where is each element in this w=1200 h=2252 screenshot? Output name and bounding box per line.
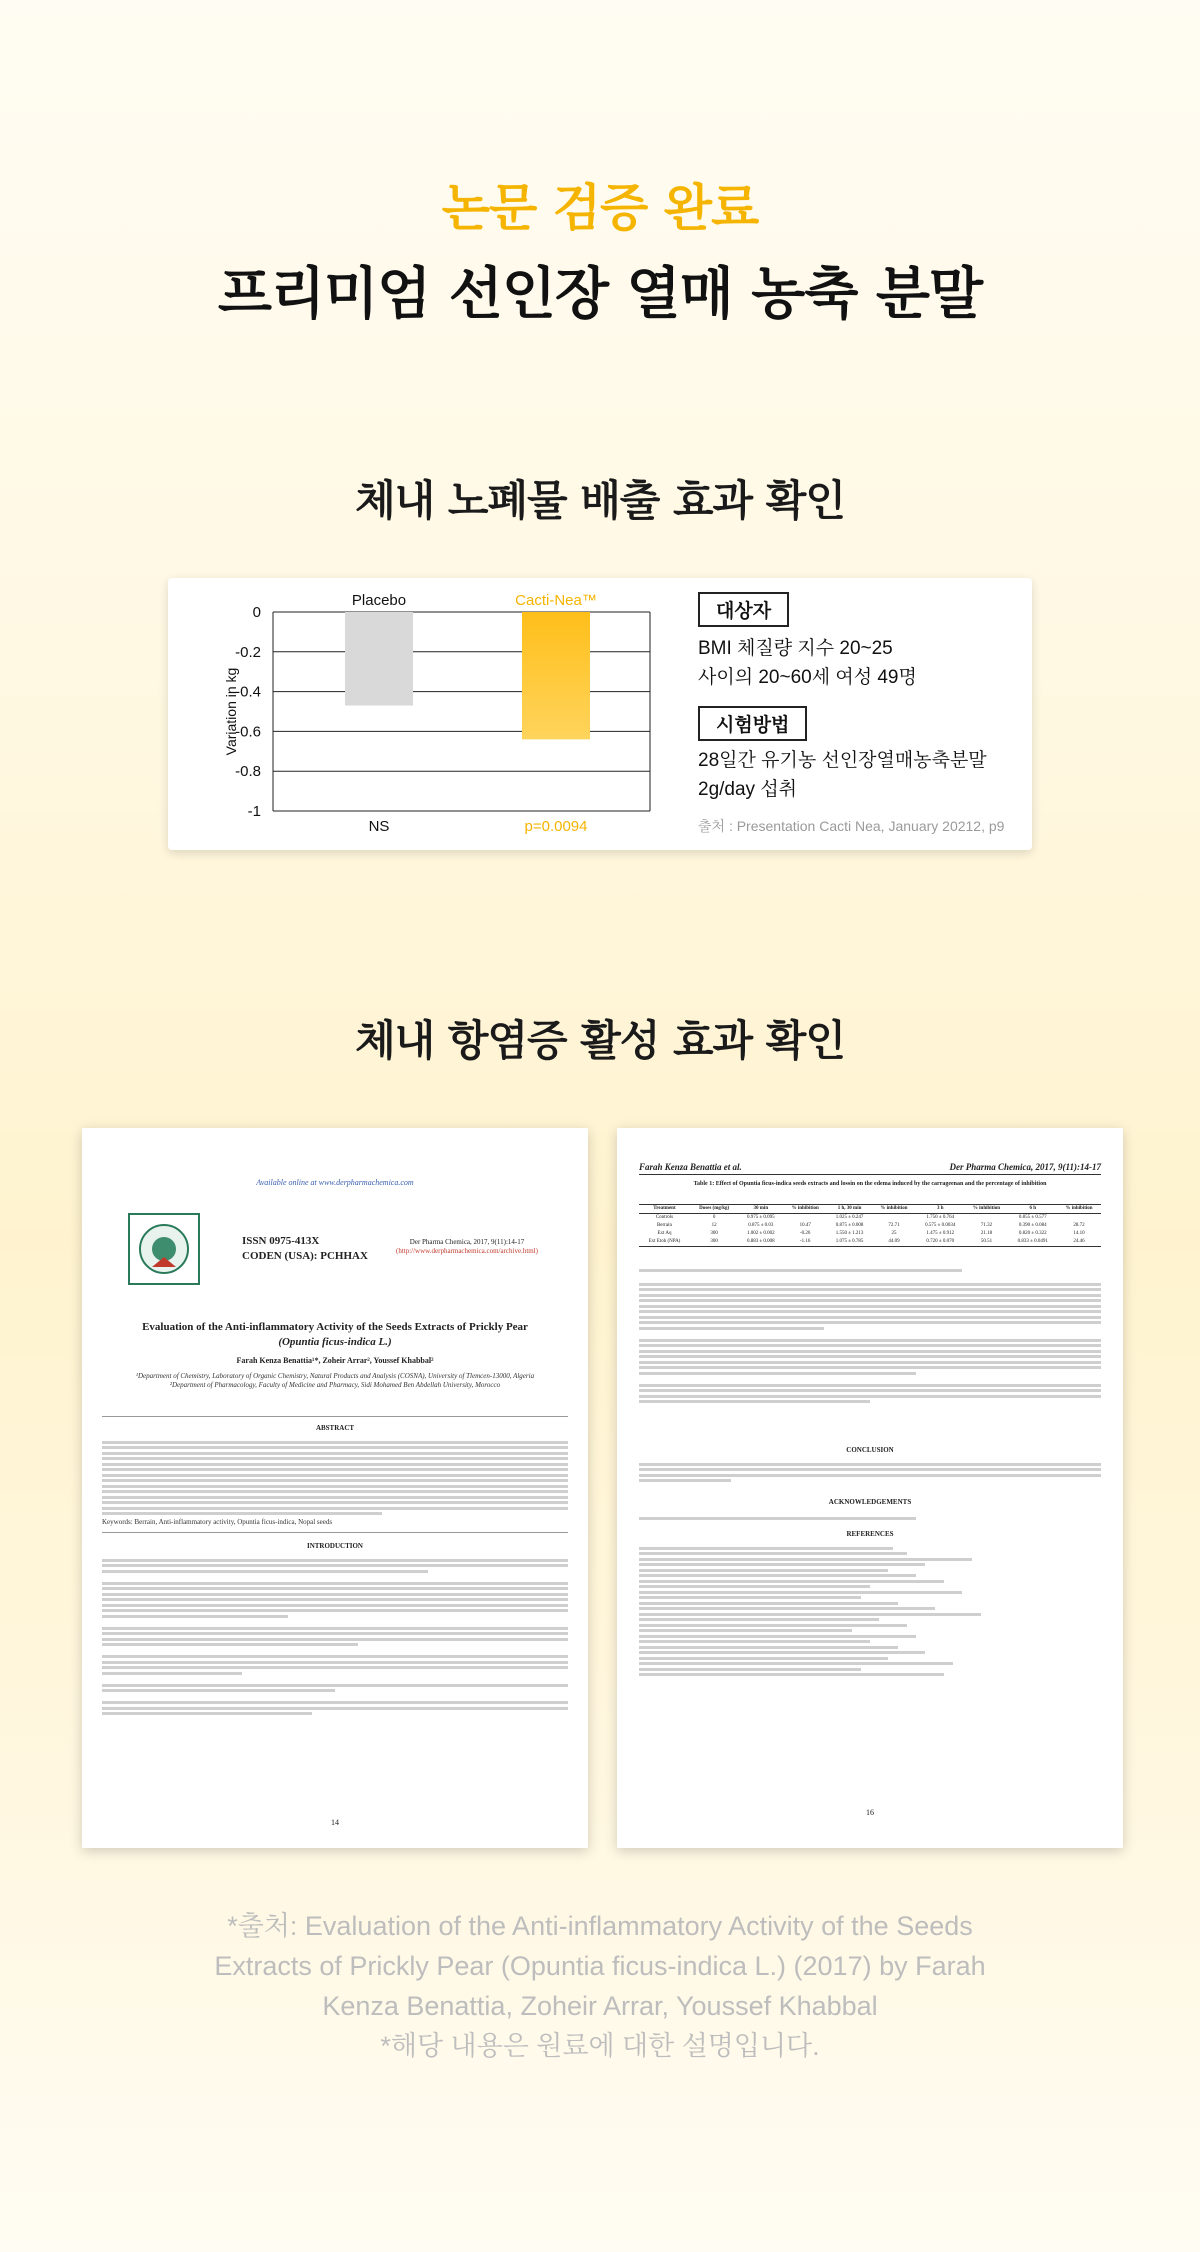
journal-url: (http://www.derpharmachemica.com/archive.html)	[395, 1247, 539, 1255]
table-cell: 21.18	[980, 1231, 993, 1236]
affiliation: ¹Department of Chemistry, Laboratory of Organic Chemistry, Natural Products and Analysis (COSNA), University of Tlemcen-13000, Algeria	[135, 1372, 535, 1380]
table-cell: -0.26	[799, 1231, 811, 1236]
table-header-cell: 6 h	[1008, 1205, 1057, 1214]
references-list	[639, 1544, 1101, 1679]
table-cell: 44.09	[872, 1238, 916, 1247]
y-tick-label: -0.4	[235, 683, 261, 701]
paper-page-2	[617, 1128, 1123, 1848]
weight-variation-chart	[168, 578, 688, 850]
category-label: Placebo	[351, 592, 407, 609]
table-cell: 300	[690, 1238, 738, 1247]
page-title: 프리미엄 선인장 열매 농축 분말	[217, 262, 983, 327]
paper-title-line: (Opuntia ficus-indica L.)	[278, 1336, 392, 1348]
paper-title-line: Evaluation of the Anti-inflammatory Activity of the Seeds Extracts of Prickly Pear	[142, 1321, 528, 1333]
table-header-cell: Treatment	[639, 1205, 690, 1214]
table-cell: 1.075 ± 0.785	[827, 1238, 872, 1247]
table-header-cell: 30 min	[738, 1205, 783, 1214]
method-text	[698, 746, 987, 804]
subject-line: BMI 체질량 지수 20~25	[698, 638, 893, 659]
table-cell: 72.71	[888, 1223, 900, 1228]
table-cell: 0.390 ± 0.084	[1018, 1223, 1047, 1228]
conclusion-body	[639, 1460, 1101, 1485]
method-line: 2g/day 섭취	[698, 779, 798, 800]
table-caption: Table 1: Effect of Opuntia ficus-indica seeds extracts and lossin on the edema induced by the carrageenan and the percentage of inhibition	[693, 1181, 1047, 1187]
table-cell: 25	[891, 1231, 897, 1236]
significance-label: p=0.0094	[524, 818, 588, 835]
paper-page-1	[82, 1128, 588, 1848]
table-cell: 0.575 ± 0.0034	[925, 1223, 956, 1228]
table-cell: 1.002 ± 0.002	[746, 1231, 775, 1236]
affiliation: ²Department of Pharmacology, Faculty of Medicine and Pharmacy, Sidi Mohamed Ben Abdellah University, Morocco	[169, 1381, 501, 1389]
page-number: 14	[331, 1818, 339, 1827]
method-line: 28일간 유기농 선인장열매농축분말	[698, 750, 987, 771]
abstract-heading: ABSTRACT	[315, 1424, 355, 1432]
subject-line: 사이의 20~60세 여성 49명	[698, 667, 917, 688]
table-cell: 0.875 ± 0.008	[835, 1223, 864, 1228]
kicker-title: 논문 검증 완료	[441, 179, 759, 237]
study-card	[168, 578, 1032, 850]
table-header-cell: 1 h, 30 min	[827, 1205, 872, 1214]
paper-authors: Farah Kenza Benattia¹*, Zoheir Arrar², Youssef Khabbal²	[236, 1356, 434, 1365]
table-row	[639, 1230, 1101, 1238]
journal-logo	[128, 1213, 200, 1285]
table-cell: -1.16	[783, 1238, 827, 1247]
method-tag: 시험방법	[698, 706, 807, 741]
table-cell: 0.883 ± 0.008	[738, 1238, 783, 1247]
footnote-line: Extracts of Prickly Pear (Opuntia ficus-indica L.) (2017) by Farah	[214, 1951, 986, 1981]
table-cell: 1.475 ± 0.912	[926, 1231, 955, 1236]
abstract-body	[102, 1438, 568, 1518]
subject-tag: 대상자	[698, 592, 789, 627]
table-header-cell: Doses (mg/kg)	[690, 1205, 738, 1214]
paper-title	[102, 1320, 568, 1350]
y-tick-label: -0.8	[235, 763, 261, 781]
table-cell: 0.975 ± 0.095	[746, 1215, 775, 1220]
table-row	[639, 1238, 1101, 1247]
table-header-cell: % inhibition	[1057, 1205, 1101, 1214]
table-cell: 12	[711, 1223, 717, 1228]
table-cell: 14.10	[1073, 1231, 1085, 1236]
y-tick-label: -0.6	[235, 723, 261, 741]
table-cell: Ext Etoh (NPA)	[639, 1238, 690, 1247]
significance-label: NS	[368, 818, 390, 835]
table-cell	[783, 1214, 827, 1223]
results-table	[639, 1204, 1101, 1247]
table-cell: 0.833 ± 0.0491	[1008, 1238, 1057, 1247]
table-cell: 1.025 ± 0.247	[835, 1215, 864, 1220]
section-title-anti-inflammatory: 체내 항염증 활성 효과 확인	[355, 1016, 845, 1065]
table-cell: 0.875 ± 0.03	[748, 1223, 774, 1228]
table-cell: 50.51	[965, 1238, 1009, 1247]
issn: ISSN 0975-413X	[242, 1235, 320, 1247]
table-cell: 1.750 ± 0.764	[926, 1215, 955, 1220]
table-cell: 10.47	[799, 1223, 811, 1228]
table-row	[639, 1214, 1101, 1223]
paper-affiliations	[106, 1372, 564, 1390]
table-cell: 300	[710, 1231, 718, 1236]
y-tick-label: 0	[252, 604, 261, 621]
y-axis-label: Variation in kg	[223, 667, 239, 756]
page-number: 16	[866, 1808, 874, 1817]
table-header-cell: 3 h	[916, 1205, 965, 1214]
table-header-cell: % inhibition	[965, 1205, 1009, 1214]
category-label: Cacti-Nea™	[515, 592, 597, 609]
table-header-cell: % inhibition	[872, 1205, 916, 1214]
table-cell: 1.550 ± 1.213	[835, 1231, 864, 1236]
table-cell: Berrain	[656, 1223, 672, 1228]
footnote-line: Kenza Benattia, Zoheir Arrar, Youssef Khabbal	[322, 1991, 878, 2021]
table-cell: 71.32	[980, 1223, 993, 1228]
table-cell: 0	[712, 1215, 716, 1220]
table-header-cell: % inhibition	[783, 1205, 827, 1214]
bar-cacti-nea	[522, 612, 590, 739]
footnote-line: *출처: Evaluation of the Anti-inflammatory Activity of the Seeds	[227, 1911, 973, 1941]
table-cell: 0.855 ± 0.577	[1018, 1215, 1047, 1220]
available-online: Available online at www.derpharmachemica.com	[256, 1178, 414, 1187]
table-cell	[1057, 1214, 1101, 1223]
study-source: 출처 : Presentation Cacti Nea, January 20212, p9	[698, 818, 1005, 834]
table-cell: Ext Aq	[657, 1231, 672, 1236]
intro-heading: INTRODUCTION	[306, 1542, 363, 1550]
footnote-line: *해당 내용은 원료에 대한 설명입니다.	[380, 2031, 820, 2061]
subject-text	[698, 634, 917, 692]
journal-citation: Der Pharma Chemica, 2017, 9(11):14-17	[409, 1238, 525, 1246]
table-cell	[872, 1214, 916, 1223]
y-tick-label: -1	[247, 803, 261, 820]
issn-block	[242, 1234, 368, 1264]
discussion-body	[639, 1266, 1101, 1406]
running-author: Farah Kenza Benattia et al.	[639, 1162, 742, 1172]
y-tick-label: -0.2	[235, 643, 261, 661]
bar-placebo	[345, 612, 413, 706]
table-cell: Controls	[655, 1215, 674, 1220]
ack-body	[639, 1514, 1101, 1522]
coden: CODEN (USA): PCHHAX	[242, 1250, 368, 1262]
running-journal: Der Pharma Chemica, 2017, 9(11):14-17	[949, 1162, 1101, 1172]
table-cell: 28.72	[1073, 1223, 1085, 1228]
table-cell: 24.46	[1057, 1238, 1101, 1247]
intro-body	[102, 1556, 568, 1718]
conclusion-heading: CONCLUSION	[846, 1446, 894, 1454]
footnote	[0, 1906, 1200, 2066]
ack-heading: ACKNOWLEDGEMENTS	[828, 1498, 912, 1506]
references-heading: REFERENCES	[846, 1530, 894, 1538]
table-cell	[965, 1214, 1009, 1223]
table-cell: 0.820 ± 0.322	[1018, 1231, 1047, 1236]
table-row	[639, 1222, 1101, 1230]
keywords: Keywords: Berrain, Anti-inflammatory activity, Opuntia ficus-indica, Nopal seeds	[102, 1518, 333, 1526]
table-cell: 0.720 ± 0.070	[916, 1238, 965, 1247]
journal-ref	[382, 1238, 552, 1256]
section-title-detox: 체내 노폐물 배출 효과 확인	[355, 476, 845, 525]
